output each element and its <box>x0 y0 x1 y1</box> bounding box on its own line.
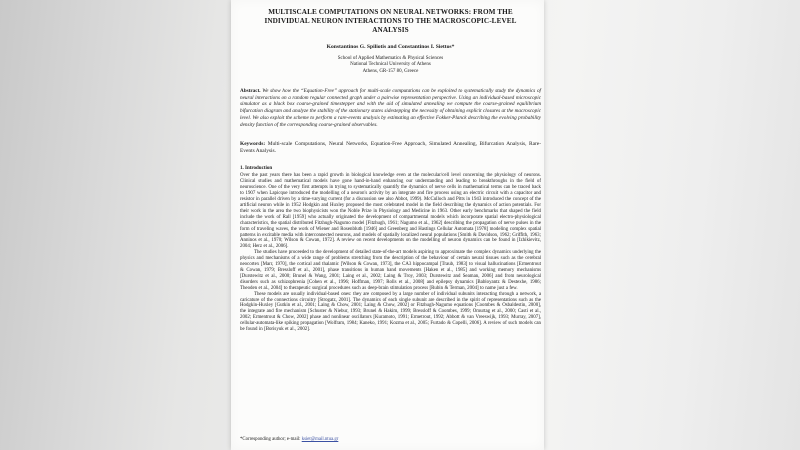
authors-line: Konstantinos G. Spiliotis and Constantinos I. Siettos* <box>326 44 455 50</box>
affiliation-line-3: Athens, GR-157 80, Greece <box>362 68 419 74</box>
corresponding-author-footnote <box>240 437 338 443</box>
intro-paragraph-3: These models are usually individual-based ones: they are composed by a large number of individual subunits interacting through a network, a caricature of the connections circuitry [Strogatz, 2001]. The dynamics of each single subunit are described in the spirit of representations such as the Hodgkin-Huxley [Gutkin et al., 2001; Laing & Chow, 2001; Laing & Chow, 2002] or Fitzhugh-Nagumo equations [Coombes & Osbaldestin, 2000], the integrate and fire mechanism [Schuster & Niebur, 1993; Brunel & Hakim, 1999; Bressloff & Coombes, 1999; Omurtag et al., 2000; Casti et al., 2002; Ermentrout & Chow, 2002] phase and nonlinear oscillators [Kuramoto, 1991; Ermetrout, 1992; Abbott & van Vreeswijk, 1993; Murray, 2007], cellular-automata-like spiking propagation [Wolfram, 1984; Kaneko, 1991; Kozma et al., 2005; Furtado & Copelli, 2006]. A review of such models can be found in [Borisyuk et al., 2002]. <box>240 291 541 333</box>
intro-paragraph-2: The studies have proceeded to the development of detailed state-of-the-art models aspiring to approximate the complex dynamics underlying the physics and mechanisms of a wide range of problems stretching from the description of the behaviour of certain neural tissues such as the cerebral neocortex [Marr, 1970], the cortical and thalamic [Wilson & Cowan, 1973], the CA3 hippocampal [Traub, 1983] to visual hallucinations [Ermentrout & Cowan, 1979; Bressloff et al., 2001], phase transitions in human hand movements [Haken et al., 1985] and working memory mechanisms [Durstewitz et al., 2000; Brunel & Wang, 2001; Laing et al., 2002; Laing & Troy, 2003; Durstewitz and Seaman, 2006] and from neurological disorders such as schizophrenia [Cohen et al., 1996; Hoffman, 1997; Rolls et al., 2008] and epilepsy dynamics [Babloyantz & Destexhe, 1986; Theoden et al., 2004] to therapeutic surgical procedures such as deep-brain stimulation process [Rubin & Terman, 2004] to name just a few. <box>240 250 541 291</box>
email-link[interactable]: ksiet@mail.ntua.gr <box>301 437 339 442</box>
abstract-label: Abstract. <box>240 87 261 94</box>
abstract-text: We show how the “Equation-Free” approach for multi-scale computations can be exploited to systematically study the dynamics of neural interactions on a random regular connected graph under a pairwise representation perspective. Using an individual-based microscopic simulator as a black box coarse-grained timestepper and with the aid of simulated annealing we compute the coarse-grained equilibrium bifurcation diagram and analyze the stability of the stationary states sidestepping the necessity of obtaining explicit closures at the macroscopic level. We also exploit the scheme to perform a rare-events analysis by estimating an effective Fokker-Planck describing the evolving probability density function of the corresponding coarse-grained observables. <box>240 87 541 128</box>
keywords-paragraph <box>240 141 541 156</box>
paper-page <box>231 0 544 450</box>
intro-paragraph-1: Over the past years there has been a rapid growth in biological knowledge even at the molecular/cell level concerning the physiology of neurons. Clinical studies and mathematical models have gone hand-in-hand enhancing our understanding and leading to breakthroughs in the field of neuroscience. One of the very first attempts in trying to systematically quantify the dynamics of nerve cells in mathematical terms can be traced back to 1907 when Lapicque introduced the modelling of a neuron's activity by an integrate and fire process using an electric circuit with a capacitor and resistor in parallel driven by a time-varying current (for a discussion see also Abbot, 1999). McCulloch and Pitts in 1943 introduced the concept of the artificial neuron while in 1952 Hodgkin and Huxley proposed the most celebrated model in the field describing the dynamics of action potentials. For their work in the area the two biophysicists won the Noble Prize in Physiology and Medicine in 1963. Other early benchmarks that shaped the field include the work of Rall [1959] who actually originated the development of compartmental models which incorporate spatial electro-physiological characteristics, the spatial distributed Fitzhugh-Nagumo model [Fitzhugh, 1961; Nagumo et al., 1962] describing the propagation of nerve pulses in the form of traveling waves, the work of Wiener and Rosenbluth [1946] and Greenberg and Hastings Cellular Automata [1978] modeling complex spatial patterns in excitable media with interconnected neurons, and models of spatially localized neural populations [Smith & Davidson, 1962; Griffith, 1963; Anninos et al., 1970; Wilson & Cowan, 1972]. A review on recent developments on the modelling of neuron dynamics can be found in [Izhikievitz, 2004; Herz et al., 2006]. <box>240 173 541 250</box>
affiliation-line-1: School of Applied Mathematics & Physical Sciences <box>337 56 444 61</box>
footnote-text: *Corresponding author; e-mail: <box>240 437 302 442</box>
affiliation-block <box>240 56 541 75</box>
abstract-paragraph <box>240 88 541 129</box>
section-heading-introduction: 1. Introduction <box>240 166 273 172</box>
affiliation-line-2: National Technical University of Athens <box>350 62 431 68</box>
page-title: MULTISCALE COMPUTATIONS ON NEURAL NETWORKS: FROM THE INDIVIDUAL NEURON INTERACTIONS TO THE MACROSCOPIC-LEVEL ANALYSIS <box>264 8 517 34</box>
keywords-label: Keywords: <box>240 140 266 147</box>
keywords-text: Multi-scale Computations, Neural Networks, Equation-Free Approach, Simulated Annealing, Bifurcation Analysis, Rare-Events Analysis. <box>240 140 541 155</box>
